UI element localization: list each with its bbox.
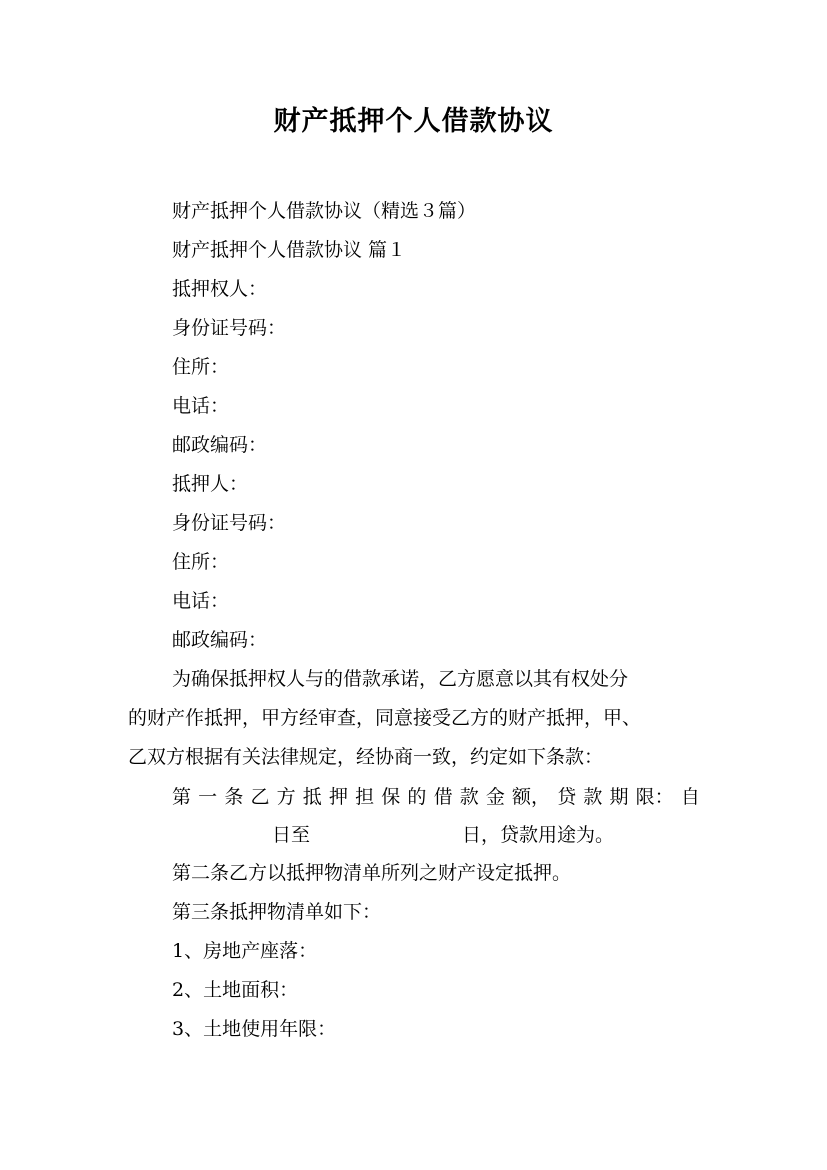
article-1-date-to: 日至: [272, 824, 311, 846]
preamble-line: 的财产作抵押，甲方经审查，同意接受乙方的财产抵押，甲、: [128, 707, 642, 729]
article-1-char: 第: [172, 786, 192, 808]
article-3: 第三条抵押物清单如下：: [172, 901, 382, 923]
section-heading: 财产抵押个人借款协议 篇１: [172, 239, 407, 261]
mortgagee-id-label: 身份证号码：: [172, 317, 287, 339]
mortgagor-postal-label: 邮政编码：: [172, 629, 268, 651]
mortgagee-phone-label: 电话：: [172, 395, 230, 417]
list-item: 3、土地使用年限：: [172, 1018, 337, 1040]
article-1-char: 借: [433, 786, 453, 808]
article-1-char: 押: [328, 786, 348, 808]
article-1-char: 期: [609, 786, 629, 808]
mortgagee-label: 抵押权人：: [172, 278, 268, 300]
article-2: 第二条乙方以抵押物清单所列之财产设定抵押。: [172, 862, 572, 884]
list-item: 1、房地产座落：: [172, 940, 318, 962]
article-1-purpose: 日，贷款用途为。: [462, 824, 615, 846]
article-1-char: 额，: [512, 786, 551, 808]
article-1-char: 保: [381, 786, 401, 808]
mortgagor-id-label: 身份证号码：: [172, 512, 287, 534]
article-1-char: 贷: [557, 786, 577, 808]
preamble-line: 乙双方根据有关法律规定，经协商一致，约定如下条款：: [128, 746, 604, 768]
article-1-char: 乙: [250, 786, 270, 808]
article-1-char: 限：: [635, 786, 674, 808]
preamble-line: 为确保抵押权人与的借款承诺，乙方愿意以其有权处分: [172, 668, 629, 690]
mortgagor-address-label: 住所：: [172, 551, 230, 573]
article-1-char: 方: [276, 786, 296, 808]
article-1-char: 一: [198, 786, 218, 808]
mortgagee-postal-label: 邮政编码：: [172, 434, 268, 456]
article-1-line-1: [172, 778, 700, 817]
article-1-char: 条: [224, 786, 244, 808]
document-subtitle: 财产抵押个人借款协议（精选３篇）: [172, 200, 477, 222]
article-1-char: 自: [680, 786, 700, 808]
article-1-char: 抵: [302, 786, 322, 808]
article-1-char: 款: [459, 786, 479, 808]
list-item: 2、土地面积：: [172, 979, 299, 1001]
mortgagor-phone-label: 电话：: [172, 590, 230, 612]
article-1-char: 担: [355, 786, 375, 808]
article-1-char: 款: [583, 786, 603, 808]
mortgagor-label: 抵押人：: [172, 473, 249, 495]
document-title: 财产抵押个人借款协议: [273, 106, 554, 137]
mortgagee-address-label: 住所：: [172, 356, 230, 378]
article-1-char: 金: [485, 786, 505, 808]
article-1-char: 的: [407, 786, 427, 808]
